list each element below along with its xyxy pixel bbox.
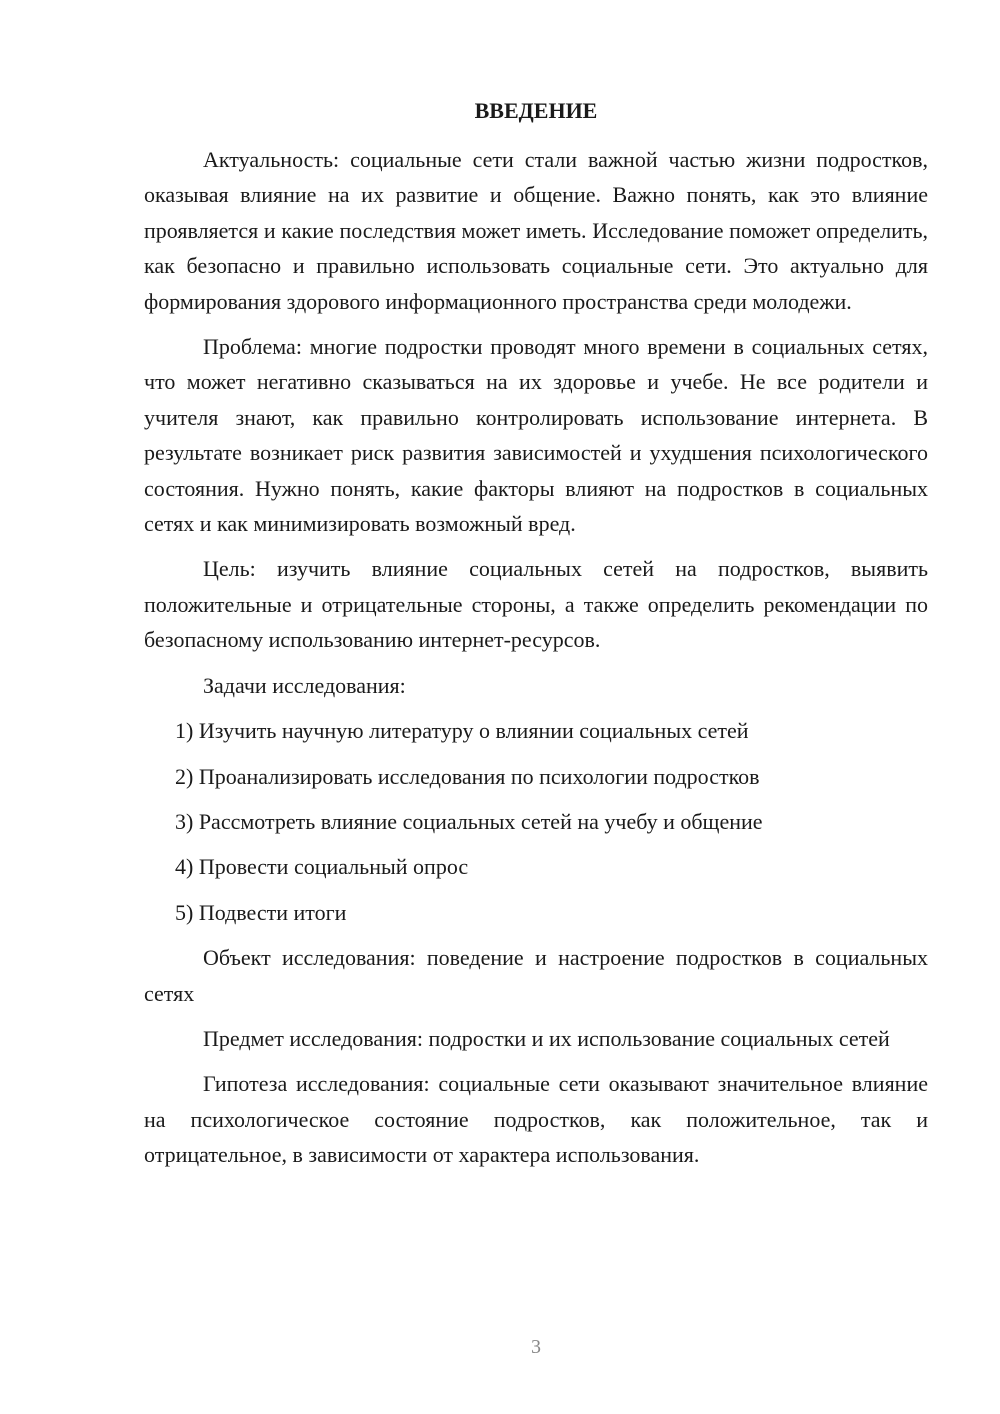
paragraph-object: Объект исследования: поведение и настроение подростков в социальных сетях xyxy=(144,945,928,1006)
paragraph-goal: Цель: изучить влияние социальных сетей на подростков, выявить положительные и отрицательные стороны, а также определить рекомендации по безопасному использованию интернет-ресурсов. xyxy=(144,556,928,653)
body-text xyxy=(144,142,928,1183)
paragraph-tasks-heading: Задачи исследования: xyxy=(203,672,406,698)
list-item: 3) Рассмотреть влияние социальных сетей на учебу и общение xyxy=(175,808,763,834)
page-number: 3 xyxy=(531,1336,541,1358)
paragraph-subject: Предмет исследования: подростки и их использование социальных сетей xyxy=(203,1025,890,1051)
paragraph-relevance: Актуальность: социальные сети стали важной частью жизни подростков, оказывая влияние на их развитие и общение. Важно понять, как это влияние проявляется и какие последствия может иметь. Исследование поможет определить, как безопасно и правильно использовать социальные сети. Это актуально для формирования здорового информационного пространства среди молодежи. xyxy=(144,147,928,314)
list-item: 4) Провести социальный опрос xyxy=(175,854,469,880)
list-item: 5) Подвести итоги xyxy=(175,899,347,925)
section-heading: ВВЕДЕНИЕ xyxy=(474,98,598,123)
tasks-list xyxy=(144,713,928,930)
list-item: 2) Проанализировать исследования по психологии подростков xyxy=(175,763,760,789)
paragraph-hypothesis: Гипотеза исследования: социальные сети оказывают значительное влияние на психологическое состояние подростков, как положительное, так и отрицательное, в зависимости от характера использования. xyxy=(144,1071,928,1168)
list-item: 1) Изучить научную литературу о влиянии социальных сетей xyxy=(175,718,749,744)
paragraph-problem: Проблема: многие подростки проводят много времени в социальных сетях, что может негативно сказываться на их здоровье и учебе. Не все родители и учителя знают, как правильно контролировать использование интернета. В результате возникает риск развития зависимостей и ухудшения психологического состояния. Нужно понять, какие факторы влияют на подростков в социальных сетях и как минимизировать возможный вред. xyxy=(144,334,928,537)
